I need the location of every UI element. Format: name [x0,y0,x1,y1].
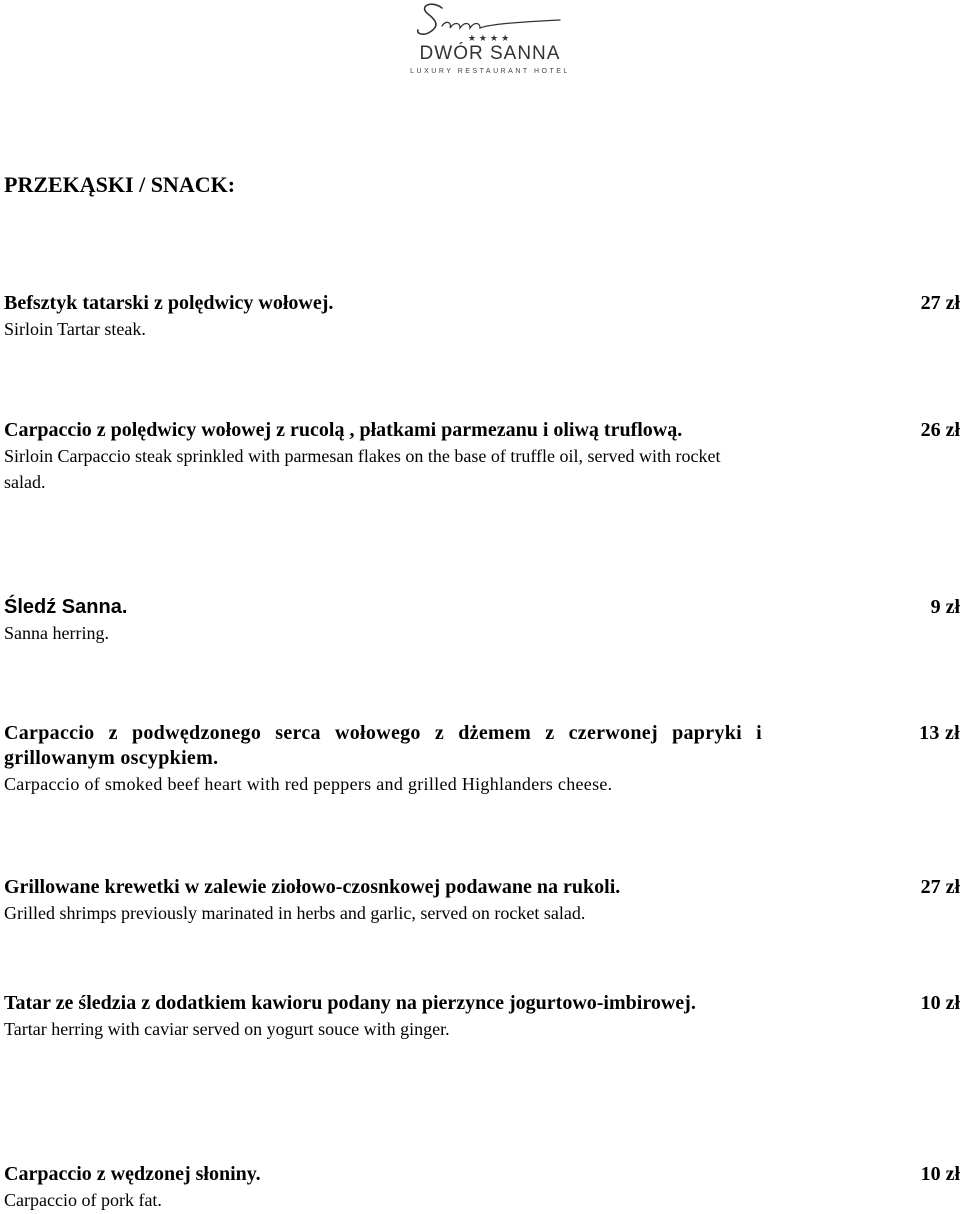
item-description: Sirloin Carpaccio steak sprinkled with parmesan flakes on the base of truffle oil, served with rocket salad. [4,446,721,492]
item-name: Carpaccio z wędzonej słoniny. [4,1163,261,1185]
item-name: Grillowane krewetki w zalewie ziołowo-czosnkowej podawane na rukoli. [4,876,621,898]
item-description: Sirloin Tartar steak. [4,319,146,339]
restaurant-logo [380,0,600,82]
menu-item [4,721,960,797]
item-price: 9 zł [930,596,960,618]
section-title: PRZEKĄSKI / SNACK: [4,172,236,197]
item-price: 10 zł [920,992,960,1014]
menu-item [4,991,960,1042]
item-name: Carpaccio z podwędzonego serca wołowego z dżemem z czerwonej papryki i grillowanym oscypkiem. [4,722,762,769]
item-price: 13 zł [919,722,960,744]
item-description: Grilled shrimps previously marinated in herbs and garlic, served on rocket salad. [4,903,586,923]
item-price: 27 zł [920,292,960,314]
item-name: Śledź Sanna. [4,596,128,618]
menu-item [4,595,960,646]
item-price: 10 zł [920,1163,960,1185]
item-description: Sanna herring. [4,623,109,643]
item-name: Befsztyk tatarski z polędwicy wołowej. [4,292,334,314]
logo-brand-name: DWÓR SANNA [419,43,561,64]
item-name: Carpaccio z polędwicy wołowej z rucolą , płatkami parmezanu i oliwą truflową. [4,419,683,441]
item-description: Carpaccio of pork fat. [4,1190,162,1210]
item-name: Tatar ze śledzia z dodatkiem kawioru podany na pierzynce jogurtowo-imbirowej. [4,992,696,1014]
menu-item [4,291,960,342]
menu-item [4,875,960,926]
logo-stars: ★★★★ [467,33,513,43]
logo-tagline: LUXURY RESTAURANT HOTEL [410,68,570,75]
menu-item [4,1162,960,1213]
menu-item [4,418,960,495]
item-description: Carpaccio of smoked beef heart with red peppers and grilled Highlanders cheese. [4,774,613,794]
item-price: 27 zł [920,876,960,898]
item-description: Tartar herring with caviar served on yogurt souce with ginger. [4,1019,450,1039]
item-price: 26 zł [920,419,960,441]
